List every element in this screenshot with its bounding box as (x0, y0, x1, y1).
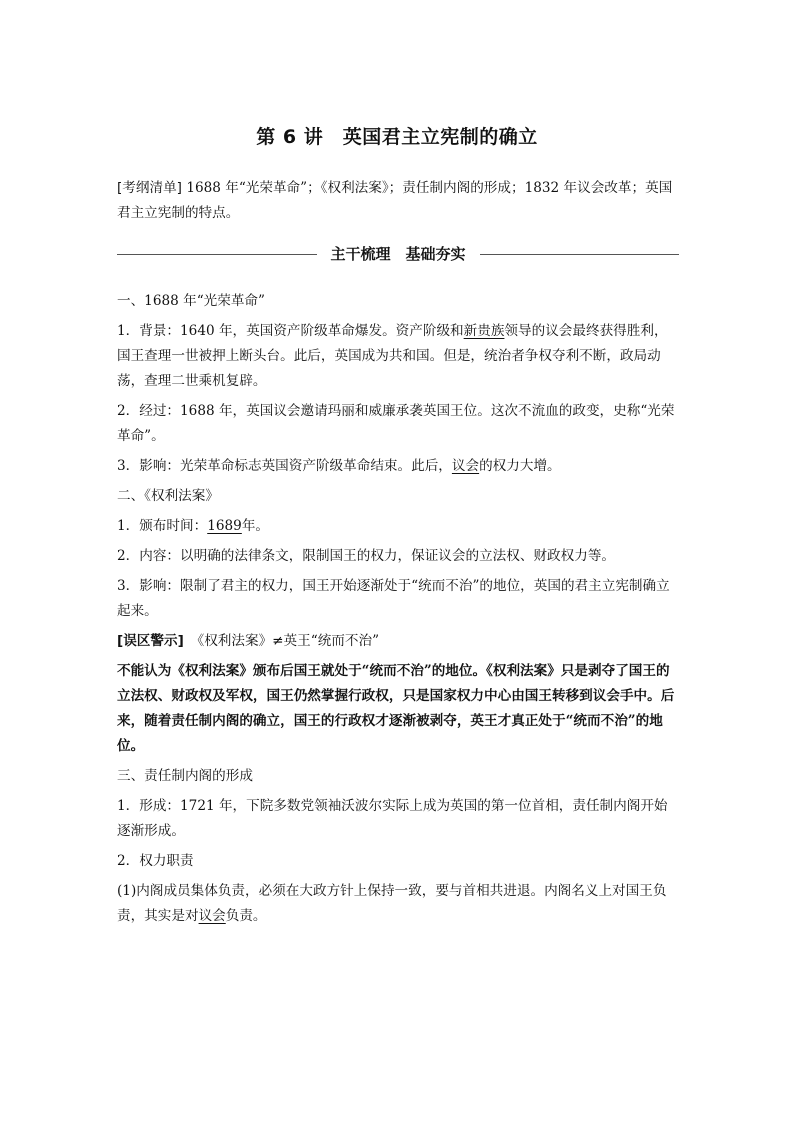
warning-title: 《权利法案》≠英王“统而不治” (197, 633, 380, 649)
warning-tag: [误区警示] (117, 633, 184, 649)
formation-paragraph: 1．形成：1721 年，下院多数党领袖沃波尔实际上成为英国的第一位首相，责任制内阁开始逐渐形成。 (117, 798, 668, 839)
powers-heading: 2．权力职责 (117, 853, 194, 869)
page-title: 第 6 讲 英国君主立宪制的确立 (256, 126, 538, 148)
underlined-term: 议会 (451, 458, 480, 474)
section-divider-label: 主干梳理 基础夯实 (330, 245, 466, 263)
section-divider (117, 242, 679, 267)
underlined-term: 1689 (207, 518, 242, 534)
divider-line-right (480, 254, 680, 255)
influence-paragraph: 3．影响：限制了君主的权力，国王开始逐渐处于“统而不治”的地位，英国的君主立宪制确立起来。 (117, 578, 670, 619)
content-paragraph: 2．内容：以明确的法律条文，限制国王的权力，保证议会的立法权、财政权力等。 (117, 548, 616, 564)
document-body (117, 176, 679, 934)
section-heading-cabinet: 三、责任制内阁的形成 (117, 768, 253, 784)
warning-text: 不能认为《权利法案》颁布后国王就处于“统而不治”的地位。《权利法案》只是剥夺了国王的立法权、财政权及军权，国王仍然掌握行政权，只是国家权力中心由国王转移到议会手中。后来，随着责任制内阁的确立，国王的行政权才逐渐被剥夺，英王才真正处于“统而不治”的地位。 (117, 663, 675, 754)
syllabus-tag: [考纲清单] (117, 180, 182, 196)
impact-paragraph: 3．影响：光荣革命标志英国资产阶级革命结束。此后，议会的权力大增。 (117, 458, 561, 474)
warning-heading (117, 629, 679, 654)
syllabus-paragraph (117, 176, 679, 226)
syllabus-text: 1688 年“光荣革命”；《权利法案》；责任制内阁的形成；1832 年议会改革；英国君主立宪制的特点。 (117, 180, 673, 221)
underlined-term: 议会 (198, 908, 226, 924)
underlined-term: 新贵族 (463, 323, 505, 339)
section-heading-bill-of-rights: 二、《权利法案》 (117, 488, 219, 504)
section-heading-glorious-revolution: 一、1688 年“光荣革命” (117, 293, 265, 309)
background-paragraph: 1．背景：1640 年，英国资产阶级革命爆发。资产阶级和新贵族领导的议会最终获得胜利，国王查理一世被押上断头台。此后，英国成为共和国。但是，统治者争权夺利不断，政局动荡，查理二世乘机复辟。 (117, 323, 668, 389)
process-paragraph: 2．经过：1688 年，英国议会邀请玛丽和威廉承袭英国王位。这次不流血的政变，史称“光荣革命”。 (117, 403, 675, 444)
issue-date-paragraph: 1．颁布时间：1689年。 (117, 518, 270, 534)
divider-line-left (117, 254, 317, 255)
collective-responsibility-paragraph: (1)内阁成员集体负责，必须在大政方针上保持一致，要与首相共进退。内阁名义上对国王负责，其实是对议会负责。 (117, 883, 667, 924)
